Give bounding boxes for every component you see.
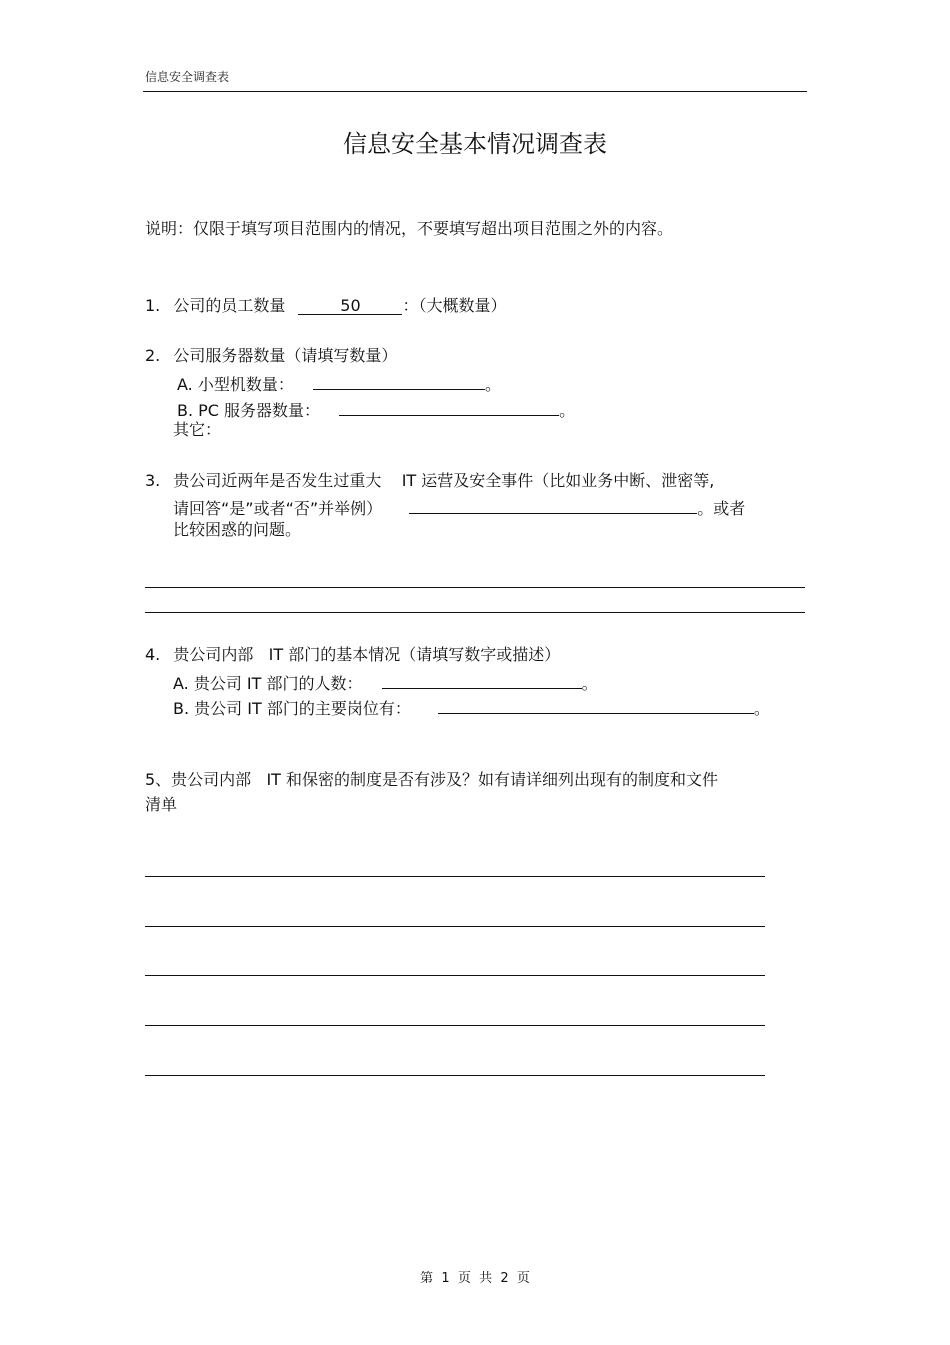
minicomputer-count-label: A. 小型机数量： (177, 375, 294, 394)
question-4b-end: 。 (753, 699, 770, 718)
question-1 (145, 296, 506, 316)
question-2b-end: 。 (559, 401, 576, 420)
question-2-text: 公司服务器数量（请填写数量） (173, 346, 398, 365)
question-4a-end: 。 (581, 674, 598, 693)
employee-count-field[interactable]: 50 (298, 296, 402, 315)
question-5-line-1: 5、贵公司内部 IT 和保密的制度是否有涉及？如有请详细列出现有的制度和文件 (145, 770, 719, 789)
question-2a (177, 371, 501, 395)
question-1-text: 公司的员工数量 (173, 296, 286, 315)
it-positions-field[interactable] (438, 695, 754, 714)
question-3-line-2-end: 。或者 (697, 499, 746, 518)
question-4-number: 4. (145, 645, 161, 664)
question-4a (173, 670, 598, 694)
answer-line[interactable] (145, 587, 805, 588)
answer-line[interactable] (145, 926, 765, 927)
page-number: 第 1 页 共 2 页 (420, 1271, 530, 1286)
pc-server-count-field[interactable] (339, 397, 559, 416)
answer-line[interactable] (145, 876, 765, 877)
question-3-line-3: 比较困惑的问题。 (173, 520, 302, 539)
question-3-line-1 (145, 471, 714, 491)
answer-line[interactable] (145, 612, 805, 613)
answer-line[interactable] (145, 1025, 765, 1026)
it-headcount-label: A. 贵公司 IT 部门的人数： (173, 674, 363, 693)
question-4 (145, 645, 560, 665)
question-3-number: 3. (145, 471, 161, 490)
pc-server-count-label: B. PC 服务器数量： (177, 401, 321, 420)
question-1-suffix: ：（大概数量） (402, 296, 507, 315)
header-divider (143, 91, 807, 92)
incident-answer-field[interactable] (409, 495, 697, 514)
answer-line[interactable] (145, 975, 765, 976)
question-3-text: 贵公司近两年是否发生过重大 IT 运营及安全事件（比如业务中断、泄密等, (173, 471, 715, 490)
running-header: 信息安全调查表 (145, 70, 230, 84)
question-4b (173, 695, 770, 719)
answer-line[interactable] (145, 1075, 765, 1076)
question-2a-end: 。 (484, 375, 501, 394)
question-2-number: 2. (145, 346, 161, 365)
document-title: 信息安全基本情况调查表 (343, 130, 607, 158)
question-1-number: 1. (145, 296, 161, 315)
it-positions-label: B. 贵公司 IT 部门的主要岗位有： (173, 699, 411, 718)
question-2-other-label: 其它： (173, 420, 222, 439)
it-headcount-field[interactable] (382, 670, 582, 689)
instruction-note: 说明：仅限于填写项目范围内的情况，不要填写超出项目范围之外的内容。 (145, 219, 674, 238)
question-5-line-2: 清单 (145, 795, 178, 814)
question-4-text: 贵公司内部 IT 部门的基本情况（请填写数字或描述） (173, 645, 561, 664)
question-2b (177, 397, 575, 421)
question-2 (145, 346, 397, 366)
question-3-prompt: 请回答“是”或者“否”并举例） (173, 499, 383, 518)
question-3-line-2 (173, 495, 745, 519)
minicomputer-count-field[interactable] (313, 371, 485, 390)
